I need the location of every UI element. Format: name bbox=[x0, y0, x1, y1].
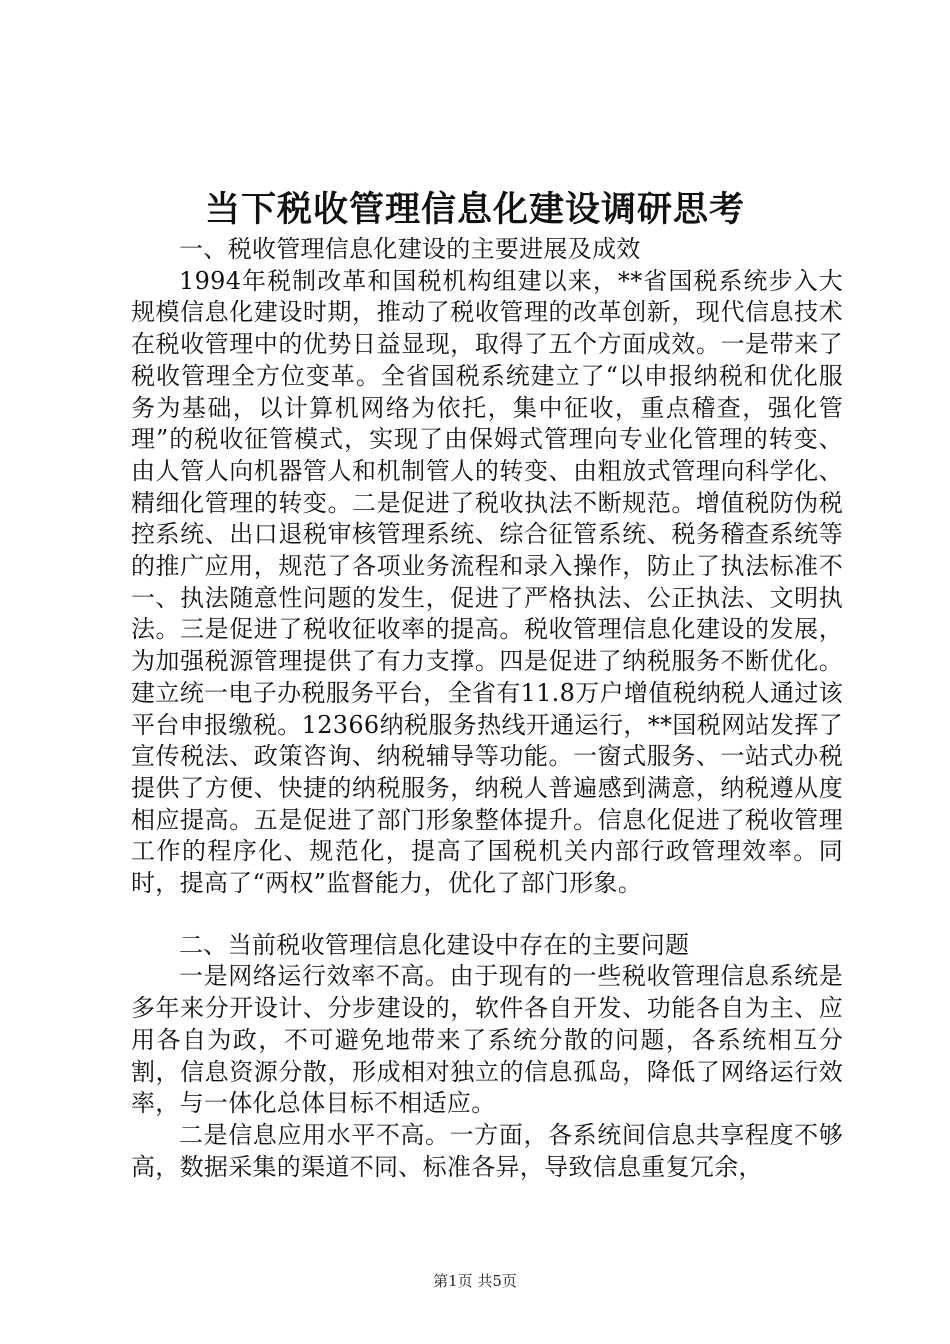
paragraph-2: 一是网络运行效率不高。由于现有的一些税收管理信息系统是多年来分开设计、分步建设的，软件各自开发、功能各自为主、应用各自为政，不可避免地带来了系统分散的问题，各系统相互分割，信息资源分散，形成相对独立的信息孤岛，降低了网络运行效率，与一体化总体目标不相适应。 bbox=[131, 962, 843, 1118]
paragraph-3: 二是信息应用水平不高。一方面，各系统间信息共享程度不够高，数据采集的渠道不同、标准各异，导致信息重复冗余， bbox=[131, 1120, 843, 1181]
page-footer: 第1页 共5页 bbox=[433, 1272, 517, 1290]
document-title: 当下税收管理信息化建设调研思考 bbox=[204, 189, 745, 230]
document-body bbox=[131, 234, 843, 1183]
section-spacer bbox=[131, 900, 843, 930]
paragraph-1: 1994年税制改革和国税机构组建以来，**省国税系统步入大规模信息化建设时期，推动了税收管理的改革创新，现代信息技术在税收管理中的优势日益显现，取得了五个方面成效。一是带来了税收管理全方位变革。全省国税系统建立了“以申报纳税和优化服务为基础，以计算机网络为依托，集中征收，重点稽查，强化管理”的税收征管模式，实现了由保姆式管理向专业化管理的转变、由人管人向机器管人和机制管人的转变、由粗放式管理向科学化、精细化管理的转变。二是促进了税收执法不断规范。增值税防伪税控系统、出口退税审核管理系统、综合征管系统、税务稽查系统等的推广应用，规范了各项业务流程和录入操作，防止了执法标准不一、执法随意性问题的发生，促进了严格执法、公正执法、文明执法。三是促进了税收征收率的提高。税收管理信息化建设的发展，为加强税源管理提供了有力支撑。四是促进了纳税服务不断优化。建立统一电子办税服务平台，全省有11.8万户增值税纳税人通过该平台申报缴税。12366纳税服务热线开通运行，**国税网站发挥了宣传税法、政策咨询、纳税辅导等功能。一窗式服务、一站式办税提供了方便、快捷的纳税服务，纳税人普遍感到满意，纳税遵从度相应提高。五是促进了部门形象整体提升。信息化促进了税收管理工作的程序化、规范化，提高了国税机关内部行政管理效率。同时，提高了“两权”监督能力，优化了部门形象。 bbox=[131, 266, 843, 898]
section-heading-1: 一、税收管理信息化建设的主要进展及成效 bbox=[179, 235, 641, 263]
section-heading-2: 二、当前税收管理信息化建设中存在的主要问题 bbox=[179, 930, 690, 959]
